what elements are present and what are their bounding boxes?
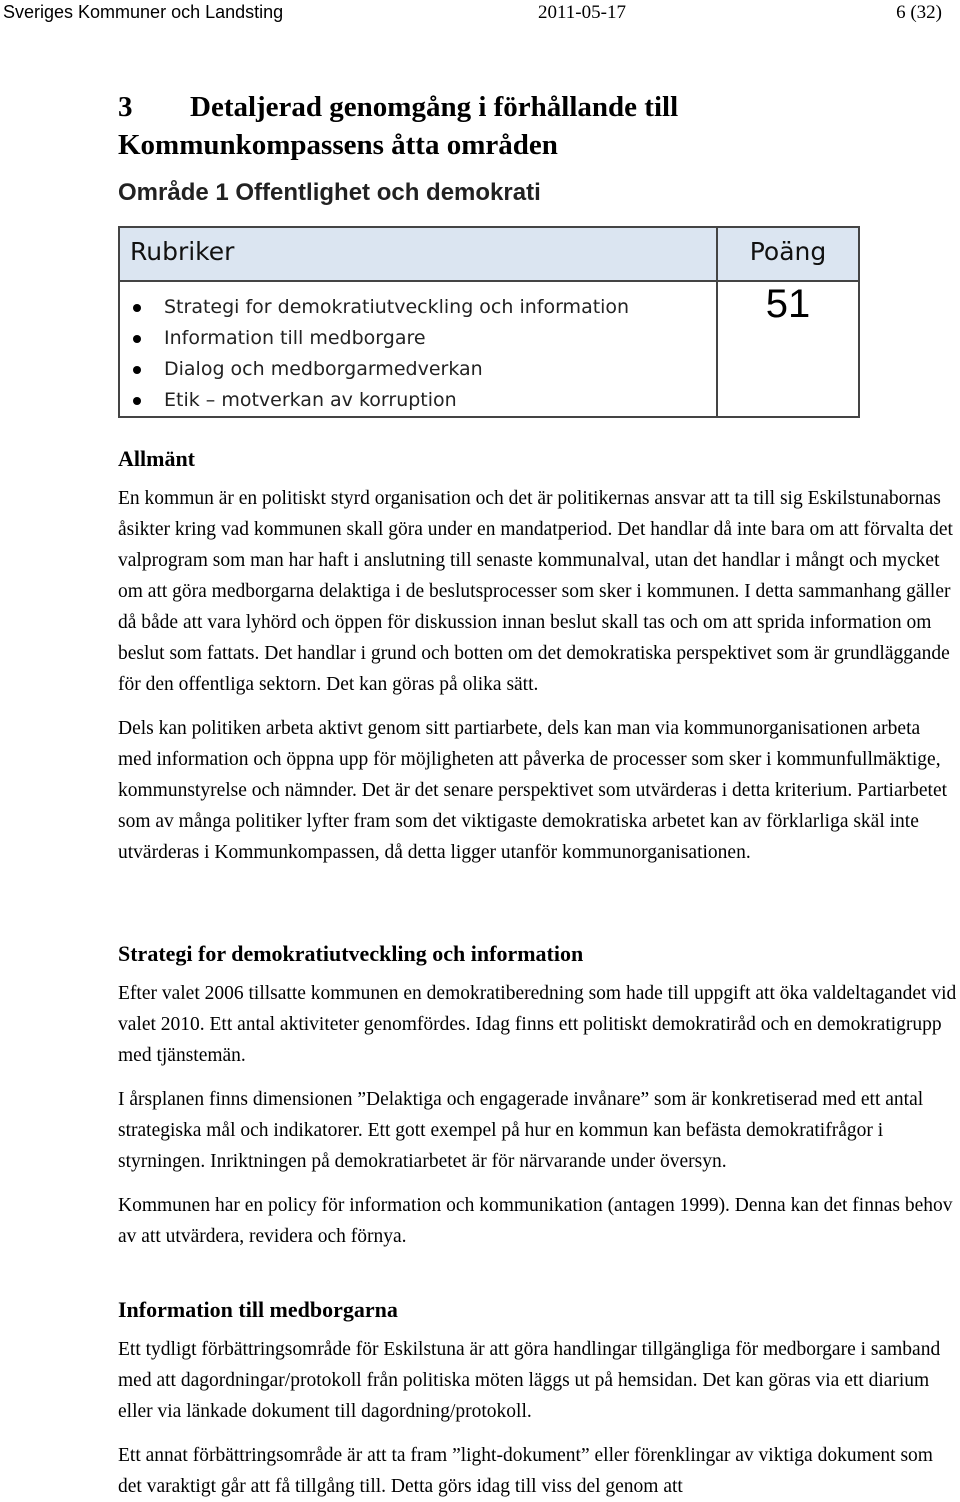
list-item: Etik – motverkan av korruption bbox=[120, 385, 716, 416]
paragraph: Kommunen har en policy för information och kommunikation (antagen 1999). Denna kan det finnas behov av att utvärdera, revidera och förnya. bbox=[118, 1195, 953, 1247]
list-item: Dialog och medborgarmedverkan bbox=[120, 354, 716, 385]
list-item: Strategi for demokratiutveckling och information bbox=[120, 292, 716, 323]
chapter-number: 3 bbox=[118, 91, 133, 123]
header-date: 2011-05-17 bbox=[538, 2, 626, 23]
paragraph: En kommun är en politiskt styrd organisation och det är politikernas ansvar att ta till sig Eskilstunabornas åsikter kring vad kommunen skall göra under en mandatperiod. Det handlar då inte bara om att förvalta det valprogram som man har haft i anslutning till senaste kommunalval, utan det handlar i mångt och mycket om att göra medborgarna delaktiga i de beslutsprocesser som sker i kommunen. I detta sammanhang gäller då både att vara lyhörd och öppen för diskussion innan beslut skall tas och om att sprida information om beslut som fattats. Det handlar i grund och botten om det demokratiska perspektivet som är grundläggande för den offentliga sektorn. Det kan göras på olika sätt. bbox=[118, 488, 953, 695]
header-organization: Sveriges Kommuner och Landsting bbox=[3, 2, 284, 22]
page-header bbox=[0, 2, 960, 26]
heading-information: Information till medborgarna bbox=[118, 1297, 398, 1322]
list-item: Information till medborgare bbox=[120, 323, 716, 354]
bullet-icon bbox=[133, 397, 141, 405]
bullet-icon bbox=[133, 335, 141, 343]
paragraph: Ett annat förbättringsområde är att ta fram ”light-dokument” eller förenklingar av viktiga dokument som det varaktigt går att få tillgång till. Detta görs idag till viss del genom att bbox=[118, 1445, 933, 1497]
paragraph: I årsplanen finns dimensionen ”Delaktiga och engagerade invånare” som är konkretiserad med ett antal strategiska mål och indikatorer. Ett gott exempel på hur en kommun kan befästa demokratifrågor i styrningen. Inriktningen på demokratiarbetet är för närvarande under översyn. bbox=[118, 1089, 924, 1172]
heading-strategi: Strategi for demokratiutveckling och information bbox=[118, 941, 584, 966]
chapter-title-line1: Detaljerad genomgång i förhållande till bbox=[190, 91, 679, 123]
section-information bbox=[118, 1294, 958, 1502]
rubrics-list bbox=[120, 292, 716, 416]
table-header-poang: Poäng bbox=[717, 227, 859, 281]
points-value: 51 bbox=[717, 281, 859, 417]
section-allmant bbox=[118, 443, 958, 868]
chapter-title-line2: Kommunkompassens åtta områden bbox=[118, 129, 558, 161]
section-strategi bbox=[118, 938, 958, 1252]
table-header-rubriker: Rubriker bbox=[119, 227, 717, 281]
header-page-number: 6 (32) bbox=[896, 2, 942, 23]
area-title: Område 1 Offentlighet och demokrati bbox=[118, 179, 541, 206]
chapter-title bbox=[118, 88, 960, 164]
paragraph: Dels kan politiken arbeta aktivt genom sitt partiarbete, dels kan man via kommunorganisationen arbeta med information och öppna upp för möjligheten att påverka de processer som sker i kommunfullmäktige, kommunstyrelse och nämnder. Det är det senare perspektivet som utvärderas i detta kriterium. Partiarbetet som av många politiker lyfter fram som det viktigaste demokratiska arbetet kan av förklarliga skäl inte utvärderas i Kommunkompassen, då detta ligger utanför kommunorganisationen. bbox=[118, 718, 948, 863]
paragraph: Efter valet 2006 tillsatte kommunen en demokratiberedning som hade till uppgift att öka valdeltagandet vid valet 2010. Ett antal aktiviteter genomfördes. Idag finns ett politiskt demokratiråd och en demokratigrupp med tjänstemän. bbox=[118, 983, 957, 1066]
heading-allmant: Allmänt bbox=[118, 446, 195, 471]
rubrics-table bbox=[118, 226, 860, 418]
paragraph: Ett tydligt förbättringsområde för Eskilstuna är att göra handlingar tillgängliga för medborgare i samband med att dagordningar/protokoll från politiska möten läggs ut på hemsidan. Det kan göras via ett diarium eller via länkade dokument till dagordning/protokoll. bbox=[118, 1339, 941, 1422]
bullet-icon bbox=[133, 304, 141, 312]
bullet-icon bbox=[133, 366, 141, 374]
rubrics-list-cell bbox=[119, 281, 717, 417]
chapter-heading-block bbox=[118, 88, 960, 210]
